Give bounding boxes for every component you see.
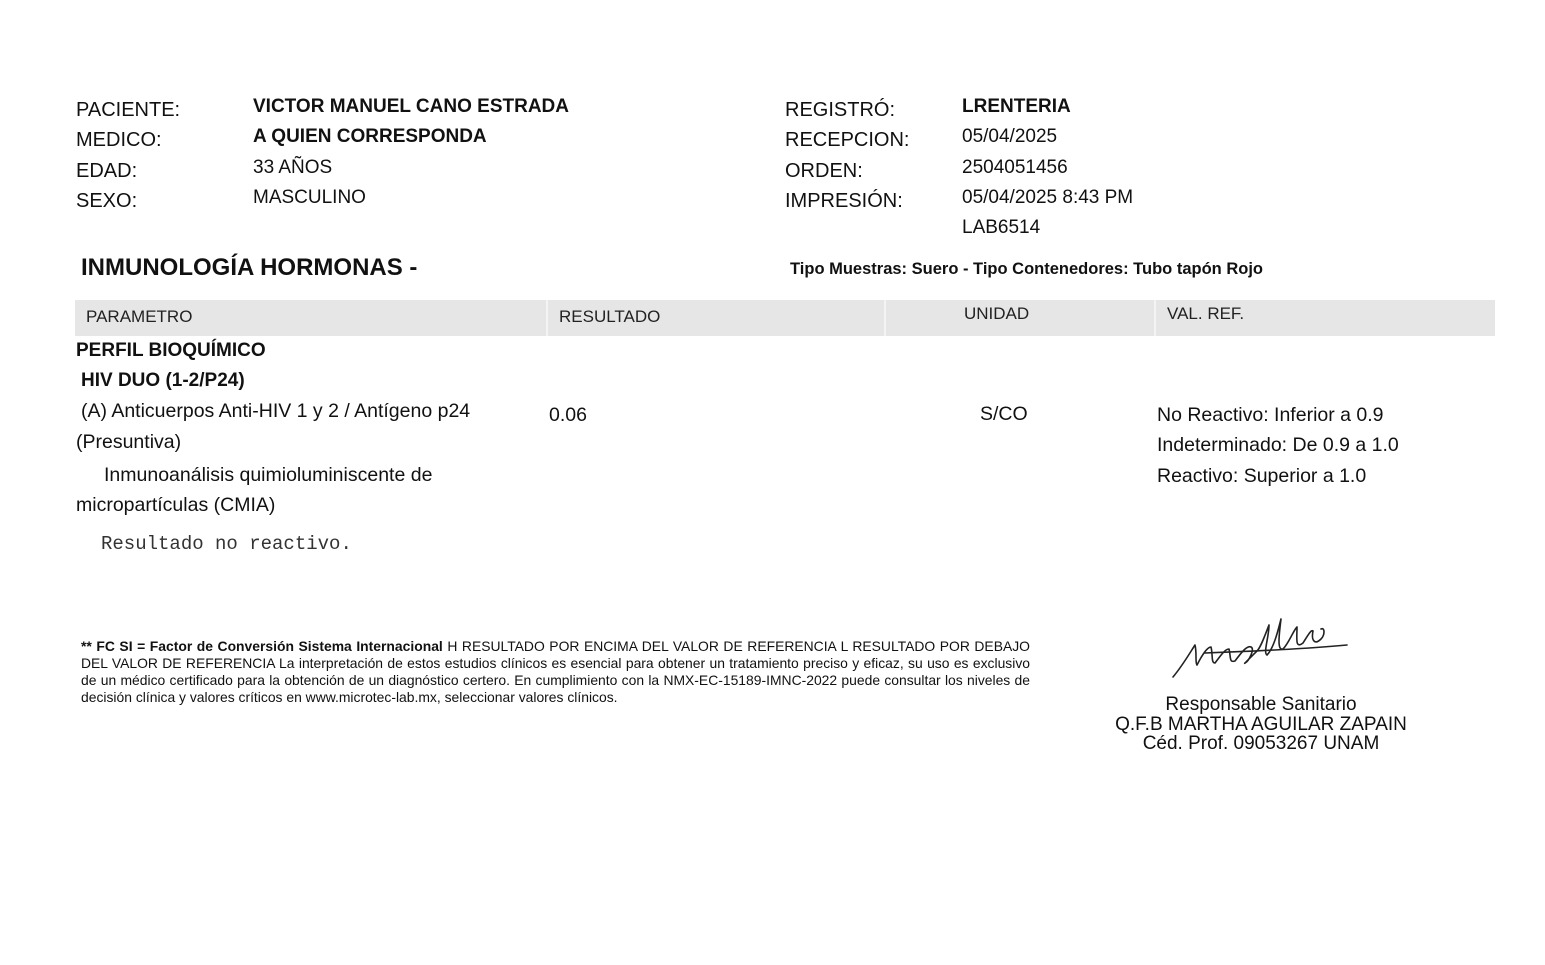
signer-cedula: Céd. Prof. 09053267 UNAM [1142, 733, 1380, 754]
study-name: HIV DUO (1-2/P24) [81, 370, 245, 391]
profile-name: PERFIL BIOQUÍMICO [76, 340, 266, 361]
ref-reactivo: Reactivo: Superior a 1.0 [1157, 465, 1367, 487]
unit-value: S/CO [980, 403, 1028, 425]
header-resultado: RESULTADO [559, 307, 661, 326]
orden-label: ORDEN: [785, 160, 863, 182]
method-name: Inmunoanálisis quimioluminiscente de [104, 464, 433, 486]
impresion-value: 05/04/2025 8:43 PM [962, 187, 1134, 208]
signature-block [1080, 695, 1442, 754]
ref-no-reactivo: No Reactivo: Inferior a 0.9 [1157, 404, 1384, 426]
header-parametro: PARAMETRO [86, 307, 193, 326]
recepcion-value: 05/04/2025 [962, 126, 1058, 147]
registro-label: REGISTRÓ: [785, 99, 896, 121]
medico-value: A QUIEN CORRESPONDA [253, 126, 487, 147]
edad-label: EDAD: [76, 160, 138, 182]
orden-value: 2504051456 [962, 157, 1068, 178]
sexo-label: SEXO: [76, 190, 138, 212]
lab-code: LAB6514 [962, 217, 1041, 238]
sample-type: Tipo Muestras: Suero - Tipo Contenedores: Tubo tapón Rojo [790, 260, 1263, 278]
recepcion-label: RECEPCION: [785, 129, 910, 151]
parameter-name-cont: (Presuntiva) [76, 431, 182, 453]
footer-text: H RESULTADO POR ENCIMA DEL VALOR DE REFERENCIA L RESULTADO POR DEBAJO DEL VALOR DE REFERENCIA La interpretación de estos estudios clínicos es esencial para obtener un tratamiento preciso y eficaz, su uso es exclusivo de un médico certificado para la obtención de un diagnóstico certero. En cumplimiento con la NMX-EC-15189-IMNC-2022 puede consultar los niveles de decisión clínica y valores críticos en www.microtec-lab.mx, seleccionar valores clínicos. [81, 638, 1030, 705]
footer-note [81, 638, 1030, 706]
impresion-label: IMPRESIÓN: [785, 190, 903, 212]
header-divider [1154, 300, 1156, 336]
result-value: 0.06 [549, 404, 587, 426]
paciente-label: PACIENTE: [76, 99, 181, 121]
signer-name: Q.F.B MARTHA AGUILAR ZAPAIN [1115, 713, 1407, 735]
signer-role: Responsable Sanitario [1165, 694, 1357, 715]
handwritten-signature [1165, 605, 1350, 685]
section-title: INMUNOLOGÍA HORMONAS - [81, 254, 418, 281]
paciente-value: VICTOR MANUEL CANO ESTRADA [253, 96, 569, 117]
registro-value: LRENTERIA [962, 96, 1071, 117]
table-header [75, 300, 1495, 336]
header-unidad: UNIDAD [964, 304, 1030, 323]
edad-value: 33 AÑOS [253, 157, 333, 178]
footer-bold: ** FC SI = Factor de Conversión Sistema Internacional [81, 638, 443, 654]
ref-indeterminado: Indeterminado: De 0.9 a 1.0 [1157, 434, 1399, 456]
medico-label: MEDICO: [76, 129, 162, 151]
header-divider [546, 300, 548, 336]
method-name-cont: micropartículas (CMIA) [76, 494, 276, 516]
sexo-value: MASCULINO [253, 187, 366, 208]
result-comment: Resultado no reactivo. [101, 533, 352, 555]
header-divider [884, 300, 886, 336]
parameter-name: (A) Anticuerpos Anti-HIV 1 y 2 / Antígeno p24 [81, 400, 471, 422]
header-val-ref: VAL. REF. [1167, 304, 1245, 323]
